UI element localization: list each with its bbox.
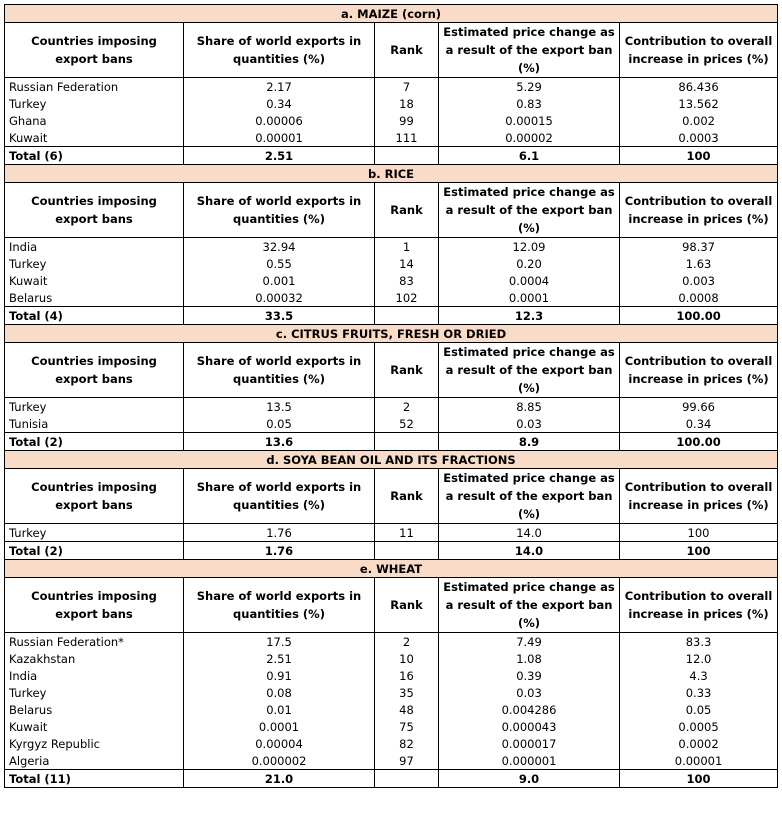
share-cell: 0.01 <box>184 701 375 718</box>
section-title-row <box>5 5 778 23</box>
country-cell: Turkey <box>5 524 184 542</box>
total-contribution: 100.00 <box>620 433 778 451</box>
rank-cell: 35 <box>375 684 439 701</box>
header-share: Share of world exports in quantities (%) <box>184 578 375 633</box>
rank-cell: 102 <box>375 289 439 307</box>
total-price-change: 12.3 <box>439 307 620 325</box>
price-change-cell: 7.49 <box>439 633 620 651</box>
contribution-cell: 13.562 <box>620 95 778 112</box>
total-label: Total (6) <box>5 147 184 165</box>
table-row <box>5 78 778 96</box>
header-country: Countries imposing export bans <box>5 23 184 78</box>
rank-cell: 16 <box>375 667 439 684</box>
country-cell: India <box>5 238 184 256</box>
column-header-row <box>5 343 778 398</box>
share-cell: 0.08 <box>184 684 375 701</box>
country-cell: Kuwait <box>5 718 184 735</box>
header-price-change: Estimated price change as a result of the export ban (%) <box>439 23 620 78</box>
share-cell: 17.5 <box>184 633 375 651</box>
header-country: Countries imposing export bans <box>5 343 184 398</box>
price-change-cell: 0.39 <box>439 667 620 684</box>
price-change-cell: 12.09 <box>439 238 620 256</box>
share-cell: 0.00001 <box>184 129 375 147</box>
total-contribution: 100 <box>620 542 778 560</box>
contribution-cell: 12.0 <box>620 650 778 667</box>
export-ban-table <box>4 4 778 788</box>
table-row <box>5 238 778 256</box>
rank-cell: 52 <box>375 415 439 433</box>
country-cell: Kazakhstan <box>5 650 184 667</box>
country-cell: Russian Federation <box>5 78 184 96</box>
section-title-row <box>5 560 778 578</box>
price-change-cell: 14.0 <box>439 524 620 542</box>
contribution-cell: 0.33 <box>620 684 778 701</box>
header-share: Share of world exports in quantities (%) <box>184 23 375 78</box>
header-price-change: Estimated price change as a result of the export ban (%) <box>439 343 620 398</box>
column-header-row <box>5 578 778 633</box>
rank-cell: 97 <box>375 752 439 770</box>
rank-cell: 2 <box>375 633 439 651</box>
price-change-cell: 5.29 <box>439 78 620 96</box>
country-cell: Kuwait <box>5 129 184 147</box>
column-header-row <box>5 23 778 78</box>
share-cell: 0.001 <box>184 272 375 289</box>
total-label: Total (2) <box>5 433 184 451</box>
contribution-cell: 100 <box>620 524 778 542</box>
rank-cell: 111 <box>375 129 439 147</box>
table-row <box>5 650 778 667</box>
country-cell: Algeria <box>5 752 184 770</box>
share-cell: 2.51 <box>184 650 375 667</box>
table-row <box>5 718 778 735</box>
country-cell: Kyrgyz Republic <box>5 735 184 752</box>
share-cell: 0.00004 <box>184 735 375 752</box>
total-row <box>5 147 778 165</box>
total-share: 13.6 <box>184 433 375 451</box>
price-change-cell: 0.000017 <box>439 735 620 752</box>
share-cell: 32.94 <box>184 238 375 256</box>
contribution-cell: 0.003 <box>620 272 778 289</box>
price-change-cell: 1.08 <box>439 650 620 667</box>
table-row <box>5 398 778 416</box>
total-row <box>5 542 778 560</box>
share-cell: 0.34 <box>184 95 375 112</box>
header-share: Share of world exports in quantities (%) <box>184 469 375 524</box>
section-title-row <box>5 325 778 343</box>
price-change-cell: 0.004286 <box>439 701 620 718</box>
country-cell: Kuwait <box>5 272 184 289</box>
share-cell: 0.00032 <box>184 289 375 307</box>
country-cell: India <box>5 667 184 684</box>
table-row <box>5 129 778 147</box>
total-price-change: 14.0 <box>439 542 620 560</box>
rank-cell: 7 <box>375 78 439 96</box>
total-rank <box>375 433 439 451</box>
total-share: 2.51 <box>184 147 375 165</box>
rank-cell: 18 <box>375 95 439 112</box>
total-label: Total (2) <box>5 542 184 560</box>
section-title: b. RICE <box>5 165 778 183</box>
export-ban-table-container <box>4 4 777 788</box>
header-rank: Rank <box>375 183 439 238</box>
share-cell: 0.05 <box>184 415 375 433</box>
country-cell: Russian Federation* <box>5 633 184 651</box>
header-price-change: Estimated price change as a result of the export ban (%) <box>439 469 620 524</box>
header-country: Countries imposing export bans <box>5 578 184 633</box>
country-cell: Turkey <box>5 684 184 701</box>
price-change-cell: 0.00015 <box>439 112 620 129</box>
total-row <box>5 307 778 325</box>
total-contribution: 100 <box>620 147 778 165</box>
contribution-cell: 0.002 <box>620 112 778 129</box>
header-contribution: Contribution to overall increase in prices (%) <box>620 23 778 78</box>
total-rank <box>375 307 439 325</box>
table-row <box>5 684 778 701</box>
table-row <box>5 272 778 289</box>
section-title-row <box>5 165 778 183</box>
total-rank <box>375 770 439 788</box>
table-row <box>5 289 778 307</box>
rank-cell: 10 <box>375 650 439 667</box>
rank-cell: 48 <box>375 701 439 718</box>
table-row <box>5 255 778 272</box>
rank-cell: 2 <box>375 398 439 416</box>
contribution-cell: 86.436 <box>620 78 778 96</box>
header-rank: Rank <box>375 578 439 633</box>
contribution-cell: 0.0002 <box>620 735 778 752</box>
rank-cell: 11 <box>375 524 439 542</box>
export-ban-table-body <box>5 5 778 788</box>
section-title-row <box>5 451 778 469</box>
country-cell: Turkey <box>5 398 184 416</box>
header-share: Share of world exports in quantities (%) <box>184 183 375 238</box>
total-price-change: 8.9 <box>439 433 620 451</box>
contribution-cell: 0.05 <box>620 701 778 718</box>
header-price-change: Estimated price change as a result of the export ban (%) <box>439 578 620 633</box>
contribution-cell: 4.3 <box>620 667 778 684</box>
table-row <box>5 95 778 112</box>
share-cell: 0.000002 <box>184 752 375 770</box>
total-label: Total (4) <box>5 307 184 325</box>
contribution-cell: 0.0005 <box>620 718 778 735</box>
total-contribution: 100 <box>620 770 778 788</box>
country-cell: Turkey <box>5 95 184 112</box>
total-share: 21.0 <box>184 770 375 788</box>
rank-cell: 83 <box>375 272 439 289</box>
share-cell: 0.55 <box>184 255 375 272</box>
price-change-cell: 0.0004 <box>439 272 620 289</box>
table-row <box>5 524 778 542</box>
section-title: e. WHEAT <box>5 560 778 578</box>
column-header-row <box>5 469 778 524</box>
table-row <box>5 633 778 651</box>
section-title: c. CITRUS FRUITS, FRESH OR DRIED <box>5 325 778 343</box>
contribution-cell: 0.0008 <box>620 289 778 307</box>
column-header-row <box>5 183 778 238</box>
table-row <box>5 112 778 129</box>
rank-cell: 82 <box>375 735 439 752</box>
share-cell: 0.91 <box>184 667 375 684</box>
contribution-cell: 98.37 <box>620 238 778 256</box>
rank-cell: 75 <box>375 718 439 735</box>
price-change-cell: 0.00002 <box>439 129 620 147</box>
header-rank: Rank <box>375 469 439 524</box>
contribution-cell: 99.66 <box>620 398 778 416</box>
share-cell: 1.76 <box>184 524 375 542</box>
total-label: Total (11) <box>5 770 184 788</box>
header-share: Share of world exports in quantities (%) <box>184 343 375 398</box>
country-cell: Belarus <box>5 289 184 307</box>
header-contribution: Contribution to overall increase in prices (%) <box>620 183 778 238</box>
table-row <box>5 752 778 770</box>
rank-cell: 1 <box>375 238 439 256</box>
contribution-cell: 0.0003 <box>620 129 778 147</box>
total-contribution: 100.00 <box>620 307 778 325</box>
total-share: 33.5 <box>184 307 375 325</box>
price-change-cell: 0.0001 <box>439 289 620 307</box>
table-row <box>5 667 778 684</box>
header-country: Countries imposing export bans <box>5 469 184 524</box>
contribution-cell: 0.00001 <box>620 752 778 770</box>
price-change-cell: 8.85 <box>439 398 620 416</box>
rank-cell: 99 <box>375 112 439 129</box>
share-cell: 13.5 <box>184 398 375 416</box>
section-title: d. SOYA BEAN OIL AND ITS FRACTIONS <box>5 451 778 469</box>
country-cell: Tunisia <box>5 415 184 433</box>
total-row <box>5 770 778 788</box>
header-contribution: Contribution to overall increase in prices (%) <box>620 469 778 524</box>
country-cell: Ghana <box>5 112 184 129</box>
table-row <box>5 415 778 433</box>
total-rank <box>375 542 439 560</box>
header-price-change: Estimated price change as a result of the export ban (%) <box>439 183 620 238</box>
header-country: Countries imposing export bans <box>5 183 184 238</box>
table-row <box>5 735 778 752</box>
total-price-change: 9.0 <box>439 770 620 788</box>
section-title: a. MAIZE (corn) <box>5 5 778 23</box>
header-contribution: Contribution to overall increase in prices (%) <box>620 343 778 398</box>
total-row <box>5 433 778 451</box>
country-cell: Turkey <box>5 255 184 272</box>
share-cell: 0.00006 <box>184 112 375 129</box>
share-cell: 2.17 <box>184 78 375 96</box>
total-price-change: 6.1 <box>439 147 620 165</box>
header-rank: Rank <box>375 343 439 398</box>
contribution-cell: 83.3 <box>620 633 778 651</box>
table-row <box>5 701 778 718</box>
price-change-cell: 0.03 <box>439 684 620 701</box>
price-change-cell: 0.000043 <box>439 718 620 735</box>
price-change-cell: 0.20 <box>439 255 620 272</box>
contribution-cell: 1.63 <box>620 255 778 272</box>
share-cell: 0.0001 <box>184 718 375 735</box>
price-change-cell: 0.83 <box>439 95 620 112</box>
price-change-cell: 0.03 <box>439 415 620 433</box>
header-rank: Rank <box>375 23 439 78</box>
price-change-cell: 0.000001 <box>439 752 620 770</box>
contribution-cell: 0.34 <box>620 415 778 433</box>
total-rank <box>375 147 439 165</box>
header-contribution: Contribution to overall increase in prices (%) <box>620 578 778 633</box>
rank-cell: 14 <box>375 255 439 272</box>
country-cell: Belarus <box>5 701 184 718</box>
total-share: 1.76 <box>184 542 375 560</box>
